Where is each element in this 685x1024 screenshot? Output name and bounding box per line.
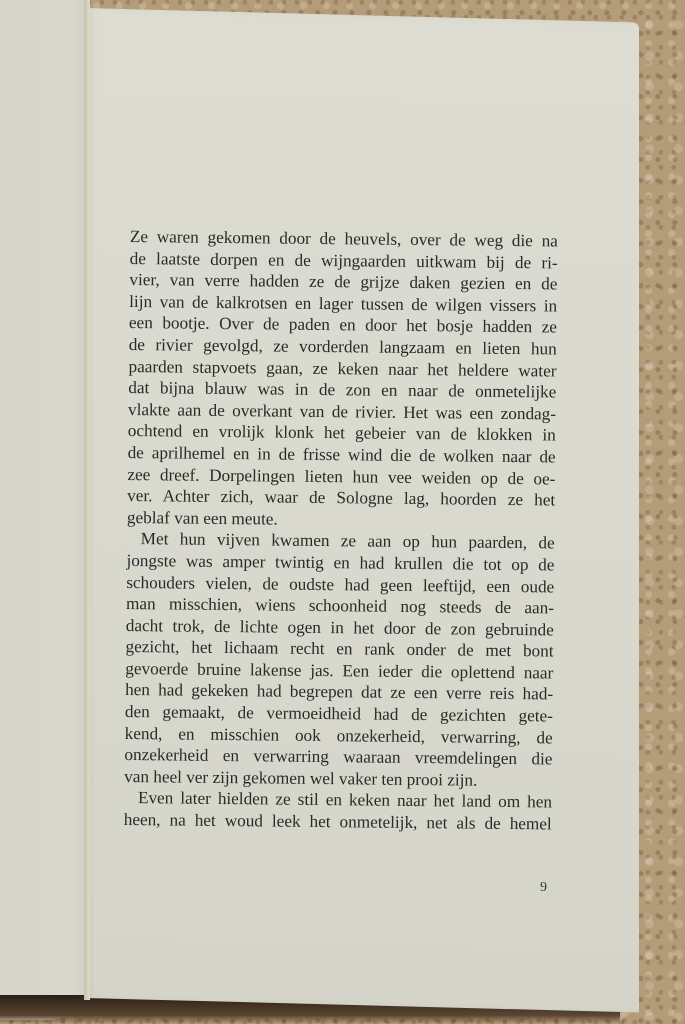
- text-line: Met hun vijven kwamen ze aan op hun paarden, de: [140, 529, 555, 553]
- text-line: ochtend en vrolijk klonk het gebeier van de klokken in: [127, 421, 556, 445]
- text-line: de rivier gevolgd, ze vorderden langzaam en lieten hun: [128, 334, 557, 359]
- text-line: lijn van de kalkrotsen en lager tussen de wilgen vissers in: [129, 291, 558, 316]
- text-line: den gemaakt, de vermoeidheid had de gezichten gete-: [124, 702, 553, 726]
- text-line: vier, van verre hadden ze de grijze daken gezien en de: [129, 270, 558, 294]
- text-line: geblaf van een meute.: [126, 507, 278, 529]
- text-line: ver. Achter zich, waar de Sologne lag, hoorden ze het: [127, 486, 556, 510]
- text-line: onzekerheid en verwarring waaraan vreemdelingen die: [124, 745, 553, 769]
- text-line: schouders vielen, de oudste had geen leeftijd, een oude: [126, 572, 555, 596]
- text-line: hen had gekeken had begrepen dat ze een verre reis had-: [125, 680, 554, 704]
- text-line: de aprilhemel en in de frisse wind die de wolken naar de: [127, 442, 556, 467]
- text-line: jongste was amper twintig en had krullen die tot op de: [126, 550, 555, 575]
- text-line: zee dreef. Dorpelingen lieten hun vee weiden op de oe-: [127, 464, 556, 488]
- text-line: vlakte aan de overkant van de rivier. Het was een zondag-: [127, 399, 557, 424]
- text-line: heen, na het woud leek het onmetelijk, net als de hemel: [123, 809, 552, 834]
- text-line: een bootje. Over de paden en door het bosje hadden ze: [128, 313, 558, 337]
- text-line: van heel ver zijn gekomen wel vaker ten prooi zijn.: [124, 766, 478, 790]
- text-line: dacht trok, de lichte ogen in het door de zon gebruinde: [125, 615, 554, 640]
- left-page: [0, 0, 88, 1020]
- text-line: paarden stapvoets gaan, ze keken naar het heldere water: [128, 356, 557, 381]
- page-body-text: [124, 226, 558, 835]
- text-line: gezicht, het lichaam recht en rank onder de met bont: [125, 637, 554, 661]
- text-line: gevoerde bruine lakense jas. Een ieder die oplettend naar: [125, 658, 554, 683]
- text-line: Ze waren gekomen door de heuvels, over de weg die na: [129, 226, 558, 251]
- text-line: man misschien, wiens schoonheid nog steeds de aan-: [125, 594, 555, 618]
- text-line: dat bijna blauw was in de zon en naar de onmetelijke: [128, 378, 557, 402]
- text-line: de laatste dorpen en de wijngaarden uitkwam bij de ri-: [129, 248, 558, 273]
- text-line: Even later hielden ze stil en keken naar het land om hen: [137, 788, 553, 812]
- text-line: kend, en misschien ook onzekerheid, verwarring, de: [124, 723, 553, 748]
- page-number: 9: [540, 880, 547, 895]
- book-gutter: [84, 0, 90, 1000]
